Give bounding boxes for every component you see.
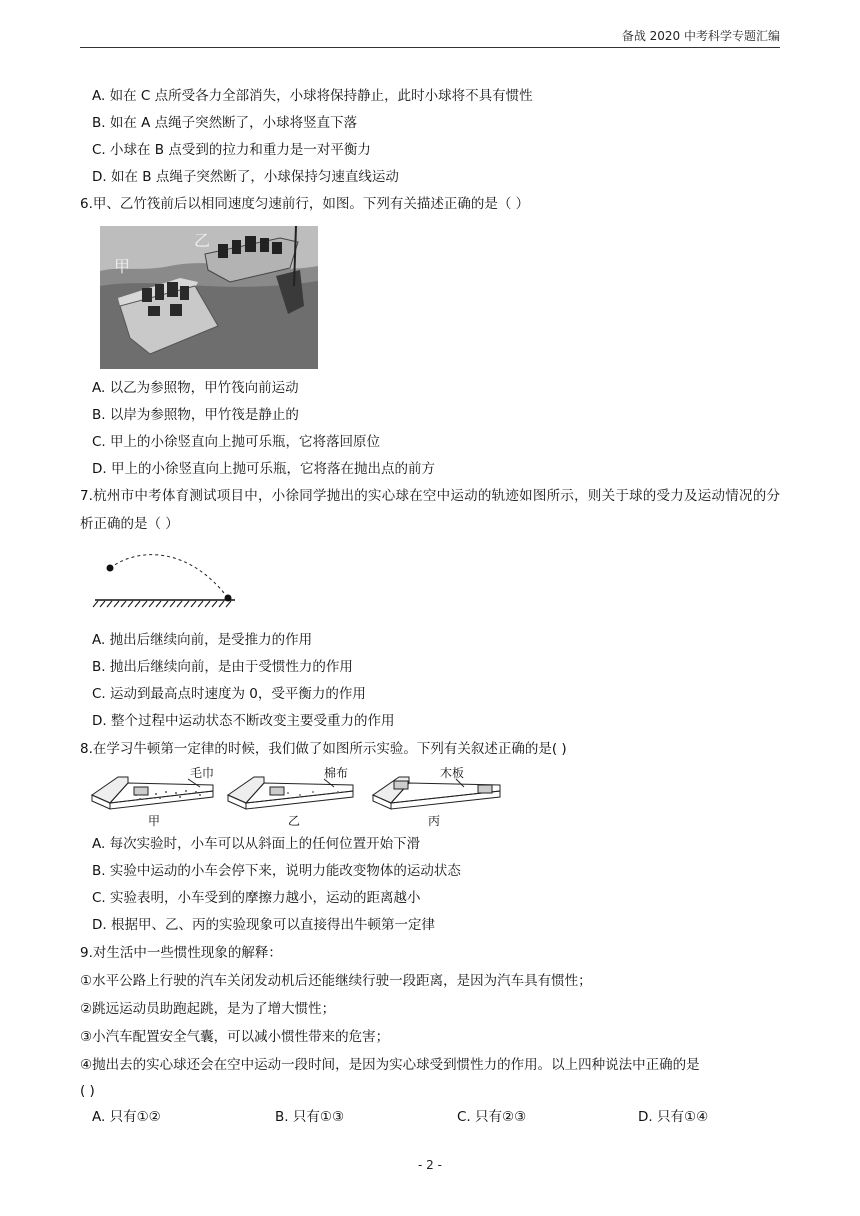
q9-option-d: D. 只有①④: [638, 1109, 709, 1125]
q6-stem: 6.甲、乙竹筏前后以相同速度匀速前行，如图。下列有关描述正确的是（ ）: [80, 196, 530, 212]
q6-option-a: A. 以乙为参照物，甲竹筏向前运动: [92, 380, 299, 396]
q8-option-d: D. 根据甲、乙、丙的实验现象可以直接得出牛顿第一定律: [92, 917, 435, 933]
q7-stem: 7.杭州市中考体育测试项目中，小徐同学抛出的实心球在空中运动的轨迹如图所示，则关于球的受力及运动情况的分析正确的是（ ）: [80, 488, 780, 532]
q8-option-b: B. 实验中运动的小车会停下来，说明力能改变物体的运动状态: [92, 863, 461, 879]
q7-option-d: D. 整个过程中运动状态不断改变主要受重力的作用: [92, 713, 395, 729]
running-header: 备战 2020 中考科学专题汇编: [621, 29, 780, 43]
friction-experiment-figure: [88, 765, 508, 829]
header-rule: [80, 47, 780, 48]
q8-stem: 8.在学习牛顿第一定律的时候，我们做了如图所示实验。下列有关叙述正确的是( ): [80, 741, 567, 757]
q9-statement-3: ③小汽车配置安全气囊，可以减小惯性带来的危害；: [80, 1029, 390, 1045]
q8-option-a: A. 每次实验时，小车可以从斜面上的任何位置开始下滑: [92, 836, 421, 852]
q5-option-b: B. 如在 A 点绳子突然断了，小球将竖直下落: [92, 115, 358, 131]
ball-trajectory-figure: [90, 552, 240, 608]
q5-option-d: D. 如在 B 点绳子突然断了，小球保持匀速直线运动: [92, 169, 399, 185]
q5-option-c: C. 小球在 B 点受到的拉力和重力是一对平衡力: [92, 142, 371, 158]
bamboo-raft-photo: [100, 226, 318, 369]
q9-statement-4: ④抛出去的实心球还会在空中运动一段时间，是因为实心球受到惯性力的作用。以上四种说法中正确的是: [80, 1057, 700, 1073]
q6-option-b: B. 以岸为参照物，甲竹筏是静止的: [92, 407, 299, 423]
q9-option-c: C. 只有②③: [457, 1109, 527, 1125]
caption-jia: 甲: [148, 814, 161, 828]
q8-option-c: C. 实验表明，小车受到的摩擦力越小，运动的距离越小: [92, 890, 421, 906]
q6-option-c: C. 甲上的小徐竖直向上抛可乐瓶，它将落回原位: [92, 434, 381, 450]
q7-option-c: C. 运动到最高点时速度为 0，受平衡力的作用: [92, 686, 366, 702]
q7-option-b: B. 抛出后继续向前，是由于受惯性力的作用: [92, 659, 353, 675]
caption-bing: 丙: [428, 814, 441, 828]
label-jia: 甲: [114, 257, 131, 276]
label-board: 木板: [440, 766, 465, 780]
q9-option-a: A. 只有①②: [92, 1109, 161, 1125]
q9-option-b: B. 只有①③: [275, 1109, 345, 1125]
q9-statement-1: ①水平公路上行驶的汽车关闭发动机后还能继续行驶一段距离，是因为汽车具有惯性；: [80, 973, 592, 989]
q9-answer-paren: ( ): [80, 1083, 95, 1099]
q9-stem: 9.对生活中一些惯性现象的解释：: [80, 945, 282, 961]
caption-yi: 乙: [288, 814, 301, 828]
label-towel: 毛巾: [190, 766, 215, 780]
q7-option-a: A. 抛出后继续向前，是受推力的作用: [92, 632, 313, 648]
q6-option-d: D. 甲上的小徐竖直向上抛可乐瓶，它将落在抛出点的前方: [92, 461, 435, 477]
q5-option-a: A. 如在 C 点所受各力全部消失，小球将保持静止，此时小球将不具有惯性: [92, 88, 533, 104]
label-cotton: 棉布: [324, 766, 349, 780]
q9-statement-2: ②跳远运动员助跑起跳，是为了增大惯性；: [80, 1001, 336, 1017]
page-number: - 2 -: [418, 1158, 442, 1172]
label-yi: 乙: [194, 231, 211, 250]
q9-options-row: [92, 1105, 709, 1125]
